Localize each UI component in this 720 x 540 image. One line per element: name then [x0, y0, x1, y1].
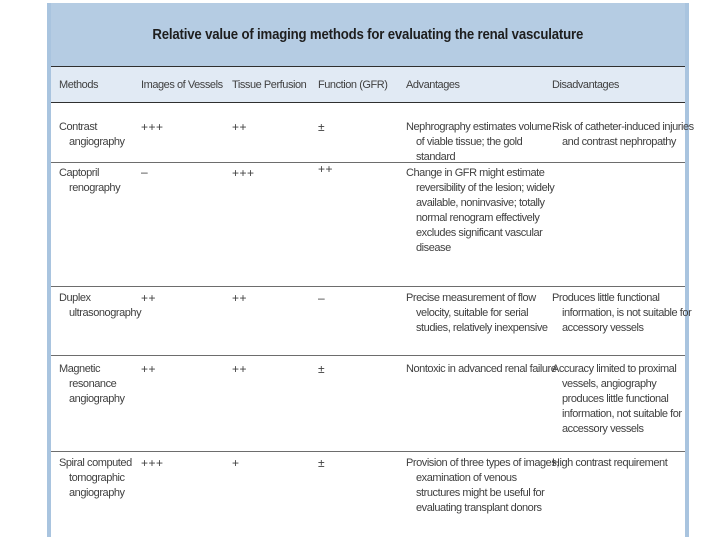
advantages-cell: Nephrography estimates volume of viable tissue; the gold standard — [406, 121, 552, 163]
method-cell: Captopril renography — [59, 167, 121, 194]
vessels-cell: ++ — [141, 362, 157, 376]
advantages-cell: Change in GFR might estimate reversibility of the lesion; widely available, noninvasive; totally normal renogram effectively excludes significant vascular disease — [406, 167, 555, 254]
advantages-cell: Provision of three types of images, examination of venous structures might be useful for evaluating transplant donors — [406, 457, 559, 514]
col-header-function-gfr: Function (GFR) — [318, 79, 388, 91]
vessels-cell: +++ — [141, 120, 164, 134]
table-row — [51, 451, 685, 537]
table-header-row — [51, 67, 685, 103]
disadvantages-cell: High contrast requirement — [552, 457, 668, 469]
disadvantages-cell: Accuracy limited to proximal vessels, angiography produces little functional information, not suitable for accessory vessels — [552, 363, 682, 435]
vessels-cell: +++ — [141, 456, 164, 470]
method-cell: Spiral computed tomographic angiography — [59, 457, 132, 499]
table-row — [51, 355, 685, 452]
function-cell: ± — [318, 456, 326, 470]
disadvantages-cell: Produces little functional information, is not suitable for accessory vessels — [552, 292, 692, 334]
table-row — [51, 115, 694, 163]
advantages-cell: Precise measurement of flow velocity, suitable for serial studies, relatively inexpensive — [406, 292, 548, 334]
perfusion-cell: ++ — [232, 120, 248, 134]
table-row — [51, 286, 692, 356]
vessels-cell: ++ — [141, 291, 157, 305]
col-header-tissue-perfusion: Tissue Perfusion — [232, 79, 307, 91]
col-header-images-of-vessels: Images of Vessels — [141, 79, 223, 91]
method-cell: Duplex ultrasonography — [59, 292, 142, 319]
col-header-disadvantages: Disadvantages — [552, 79, 619, 91]
table-title: Relative value of imaging methods for evaluating the renal vasculature — [152, 26, 584, 43]
renal-imaging-table — [47, 3, 694, 537]
table-title-bar — [51, 3, 685, 67]
col-header-advantages: Advantages — [406, 79, 460, 91]
perfusion-cell: ++ — [232, 291, 248, 305]
function-cell: – — [318, 291, 326, 305]
perfusion-cell: + — [232, 456, 240, 470]
function-cell: ± — [318, 120, 326, 134]
vessels-cell: – — [141, 165, 149, 179]
perfusion-cell: +++ — [232, 166, 255, 180]
function-cell: ± — [318, 362, 326, 376]
advantages-cell: Nontoxic in advanced renal failure — [406, 363, 557, 375]
function-cell: ++ — [318, 162, 334, 176]
disadvantages-cell: Risk of catheter-induced injuries and contrast nephropathy — [552, 121, 694, 148]
table-row — [51, 162, 685, 287]
col-header-methods: Methods — [59, 79, 99, 91]
perfusion-cell: ++ — [232, 362, 248, 376]
method-cell: Contrast angiography — [59, 121, 125, 148]
method-cell: Magnetic resonance angiography — [59, 363, 125, 405]
